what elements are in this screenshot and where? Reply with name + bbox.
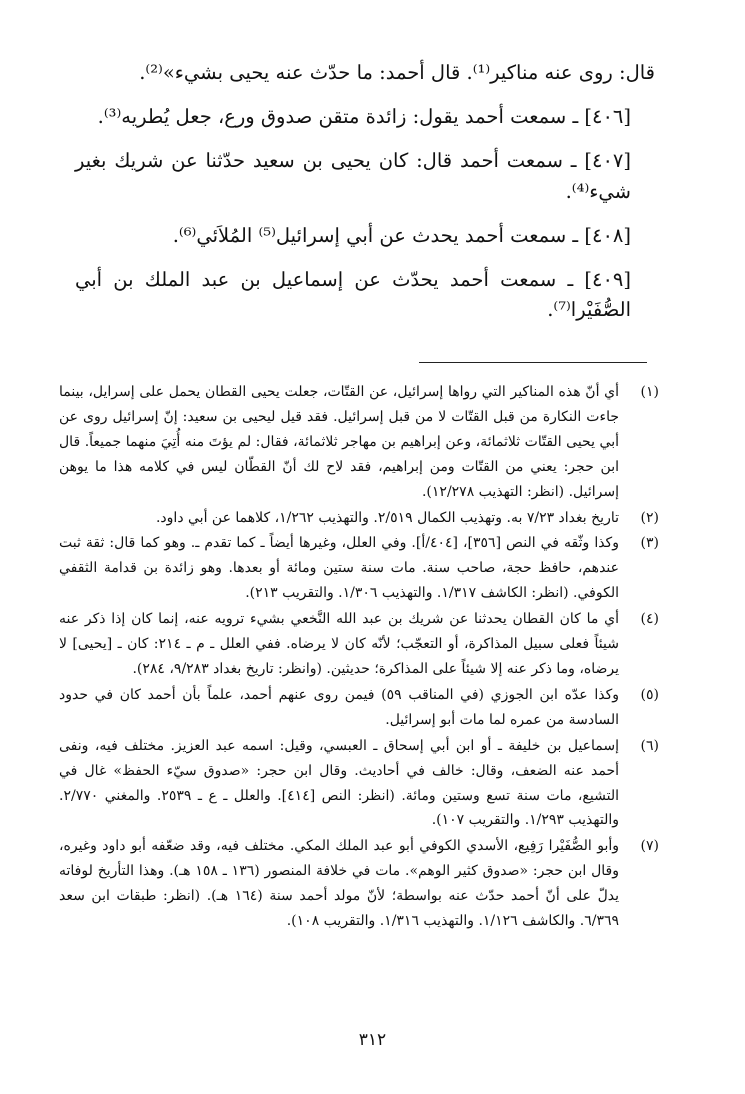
- footnote-text: أي ما كان القطان يحدثنا عن شريك بن عبد الله النَّخعي بشيء ترويه عنه، إنما كان إذا ذكر عنه شيئاً فعلى سبيل المذاكرة، أو التعجّب؛ لأنّه كان لا يرضاه. ففي العلل ـ م ـ ٢١٤: كان ـ [يحيى] لا يرضاه، وما ذكر عنه إلا شيئاً على المذاكرة؛ حديثين. (وانظر: تاريخ بغداد ٩/٢٨٣، ٢٨٤).: [59, 611, 619, 677]
- footnote-text: إسماعيل بن خليفة ـ أو ابن أبي إسحاق ـ العبسي، وقيل: اسمه عبد العزيز. مختلف فيه، ونفى أحمد عنه الضعف، وقال: خالف في أحاديث. وقال ابن حجر: «صدوق سيّء الحفظ» غال في التشيع، مات سنة تسع وستين ومائة. (انظر: النص [٤١٤]. والعلل ـ ع ـ ٢٥٣٩. والمغني ٢/٧٧٠. والتهذيب ١/٢٩٣. والتقريب ١٠٧).: [59, 737, 619, 829]
- footnote-1: [59, 380, 659, 505]
- footnote-text: وكذا عدّه ابن الجوزي (في المناقب ٥٩) فيمن روى عنهم أحمد، علماً بأن أحمد كان في حدود السادسة من عمره لما مات أبو إسرائيل.: [59, 686, 619, 728]
- footnote-number: (١): [640, 384, 659, 400]
- footnote-3: [59, 531, 659, 606]
- main-paragraph-1: قال: روى عنه مناكير⁽¹⁾. قال أحمد: ما حدّث عنه يحيى بشيء»⁽²⁾.: [139, 61, 655, 84]
- page-number: ٣١٢: [358, 1030, 387, 1050]
- entry-409: [٤٠٩] ـ سمعت أحمد يحدّث عن إسماعيل بن عبد الملك بن أبي الصُّفَيْرا⁽⁷⁾.: [75, 268, 631, 322]
- main-text: [75, 58, 655, 340]
- entry-407: [٤٠٧] ـ سمعت أحمد قال: كان يحيى بن سعيد حدّثنا عن شريك بغير شيء⁽⁴⁾.: [75, 149, 631, 203]
- footnote-5: [59, 683, 659, 733]
- footnote-6: [59, 734, 659, 834]
- footnote-4: [59, 607, 659, 682]
- footnote-text: وكذا وثّقه في النص [٣٥٦]، [٤٠٤/أ]. وفي العلل، وغيرها أيضاً ـ كما تقدم ـ. وهو كما قال: ثقة ثبت عندهم، حافظ حجة، صاحب سنة. مات سنة ستين ومائة أو بعدها. وهو زائدة بن قدامة الثقفي الكوفي. (انظر: الكاشف ١/٣١٧. والتهذيب ١/٣٠٦. والتقريب ٢١٣).: [59, 535, 619, 602]
- footnotes: [59, 380, 659, 935]
- footnote-text: وأبو الصُّفَيْرا رَفِيع، الأسدي الكوفي أبو عبد الملك المكي. مختلف فيه، وقد ضعّفه أبو داود وغيره، وقال ابن حجر: «صدوق كثير الوهم». مات في خلافة المنصور (١٣٦ ـ ١٥٨ هـ). وهذا التأريخ لوفاته يدلّ على أنّ أحمد حدّث عنه بواسطة؛ لأنّ مولد أحمد سنة (١٦٤ هـ). (انظر: طبقات ابن سعد ٦/٣٦٩. والكاشف ١/١٢٦. والتهذيب ١/٣١٦. والتقريب ١٠٨).: [59, 838, 619, 930]
- footnote-text: أي أنّ هذه المناكير التي رواها إسرائيل، عن القتّات، جعلت يحيى القطان يحمل على إسرايل، بينما جاءت النكارة من قبل القتّات لا من قبل إسرائيل. فقد قيل ليحيى بن سعيد: إنّ إسرائيل روى عن أبي يحيى القتّات ثلاثمائة، وعن إبراهيم بن مهاجر ثلاثمائة، فقال: لم يؤتَ منه أُتِيَ منهما جميعاً. قال ابن حجر: يعني من القتّات ومن إبراهيم، فقد لاح لك أنّ القطّان ليس في كلامه هذا ما يوهن إسرائيل. (انظر: التهذيب ١٢/٢٧٨).: [59, 384, 619, 500]
- footnote-number: (٣): [640, 535, 659, 552]
- footnote-number: (٤): [640, 611, 659, 628]
- footnote-number: (٦): [640, 737, 659, 754]
- entry-408: [٤٠٨] ـ سمعت أحمد يحدث عن أبي إسرائيل⁽⁵⁾ المُلاَئي⁽⁶⁾.: [172, 223, 631, 247]
- entry-406: [٤٠٦] ـ سمعت أحمد يقول: زائدة متقن صدوق ورع، جعل يُطريه⁽³⁾.: [97, 105, 631, 129]
- footnote-text: تاريخ بغداد ٧/٢٣ به. وتهذيب الكمال ٢/٥١٩. والتهذيب ١/٢٦٢، كلاهما عن أبي داود.: [155, 509, 619, 526]
- footnote-number: (٥): [640, 686, 659, 703]
- footnote-7: [59, 834, 659, 934]
- footnote-number: (٧): [640, 838, 659, 855]
- footnote-number: (٢): [640, 509, 659, 526]
- footnote-2: [59, 506, 659, 531]
- footnote-separator: [419, 362, 647, 363]
